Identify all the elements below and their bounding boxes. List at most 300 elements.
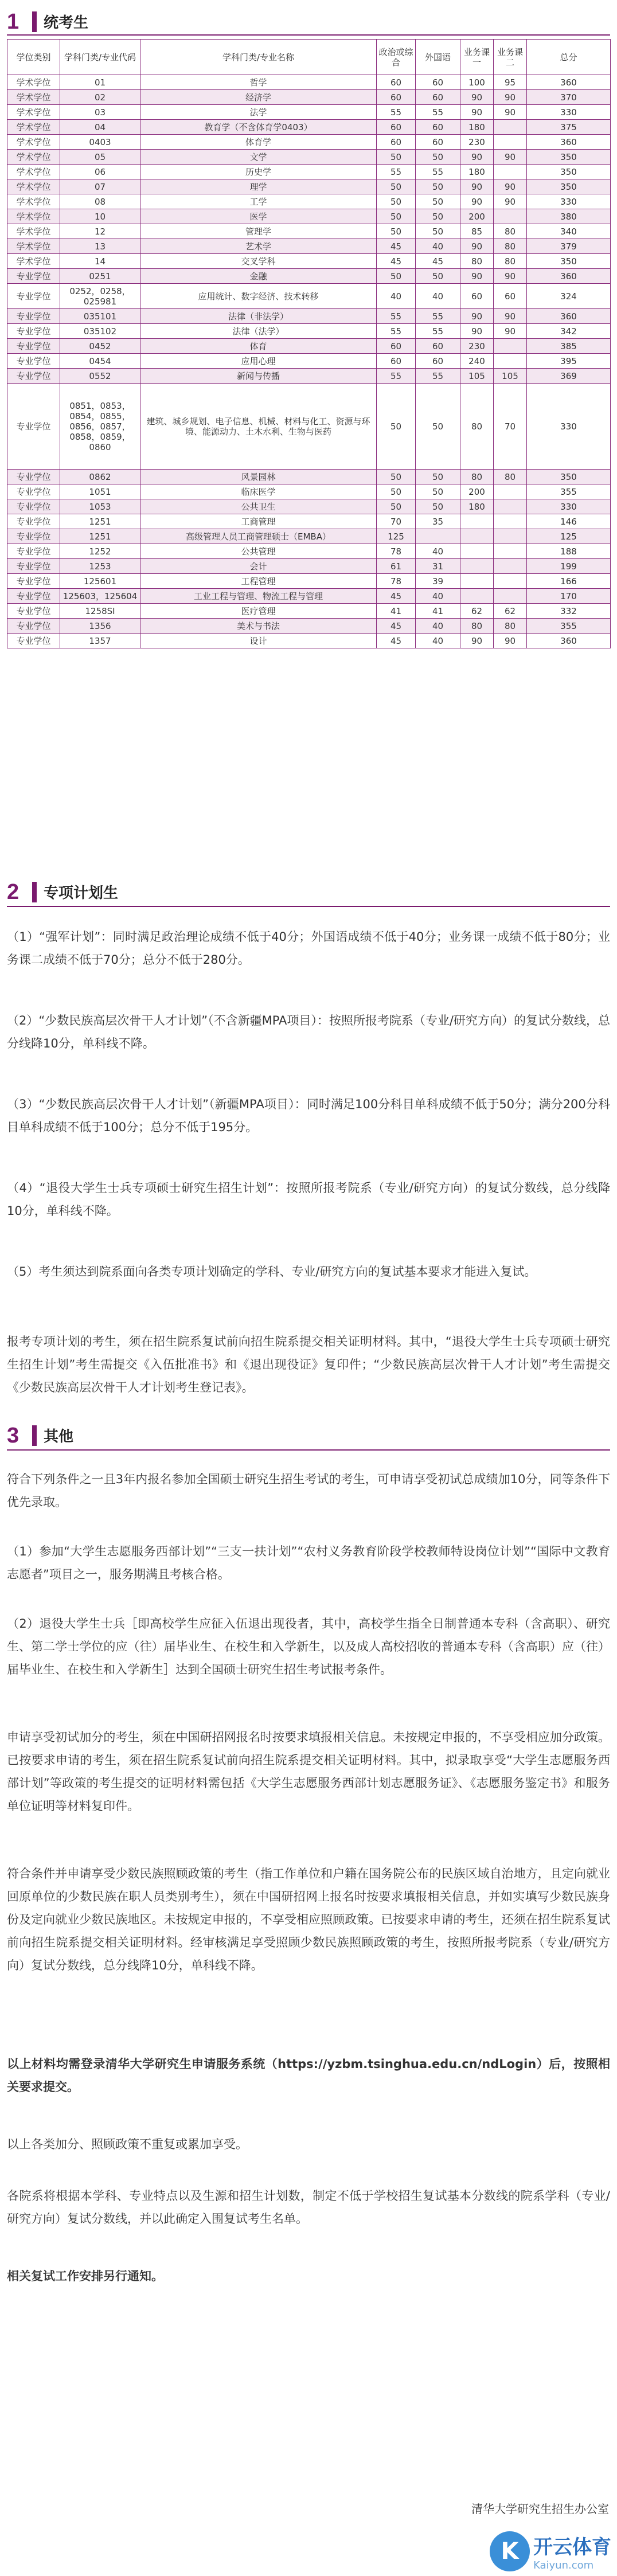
table-cell: 80 [494, 239, 527, 254]
table-cell: 工学 [140, 194, 377, 209]
table-cell: 80 [460, 470, 494, 484]
table-cell: 建筑、城乡规划、电子信息、机械、材料与化工、资源与环境、能源动力、土木水利、生物与医药 [140, 384, 377, 470]
table-cell: 0251 [60, 269, 140, 284]
table-header-row [7, 40, 611, 75]
table-cell: 专业学位 [7, 529, 60, 544]
table-row [7, 105, 611, 120]
table-cell: 50 [416, 269, 460, 284]
table-cell: 90 [460, 105, 494, 120]
section-divider [7, 1449, 610, 1451]
section-divider [7, 906, 610, 907]
table-cell: 360 [527, 135, 611, 150]
table-cell: 41 [377, 604, 416, 619]
table-cell: 应用心理 [140, 354, 377, 369]
table-cell: 70 [377, 514, 416, 529]
table-cell: 50 [416, 484, 460, 499]
table-cell: 艺术学 [140, 239, 377, 254]
table-cell [494, 209, 527, 224]
table-cell [494, 484, 527, 499]
table-cell: 31 [416, 559, 460, 574]
table-cell: 0452 [60, 339, 140, 354]
table-cell: 体育 [140, 339, 377, 354]
table-cell: 0862 [60, 470, 140, 484]
table-cell: 专业学位 [7, 589, 60, 604]
table-row [7, 75, 611, 90]
table-cell: 62 [460, 604, 494, 619]
table-cell: 95 [494, 75, 527, 90]
table-cell: 45 [377, 589, 416, 604]
table-cell: 78 [377, 574, 416, 589]
table-cell: 60 [377, 120, 416, 135]
table-cell: 60 [416, 90, 460, 105]
table-cell: 0403 [60, 135, 140, 150]
table-row [7, 484, 611, 499]
table-cell: 55 [377, 369, 416, 384]
table-cell: 1051 [60, 484, 140, 499]
table-cell: 交叉学科 [140, 254, 377, 269]
s3-paragraph-3: （2）退役大学生士兵［即高校学生应征入伍退出现役者，其中，高校学生指全日制普通本专科（含高职）、研究生、第二学士学位的应（往）届毕业生、在校生和入学新生，以及成人高校招收的普通本专科（含高职）应（往）届毕业生、在校生和入学新生］达到全国硕士研究生招生考试报考条件。 [7, 1617, 610, 1676]
section-2-header [7, 878, 118, 904]
s3-paragraph-9: 相关复试工作安排另行通知。 [7, 2269, 163, 2283]
table-cell: 50 [416, 194, 460, 209]
s3-paragraph-4: 申请享受初试加分的考生，须在中国研招网报名时按要求填报相关信息。未按规定申报的，不享受相应加分政策。已按要求申请的考生，须在招生院系复试前向招生院系提交相关证明材料。其中，拟录取享受“大学生志愿服务西部计划”等政策的考生提交的证明材料需包括《大学生志愿服务西部计划志愿服务证》、《志愿服务鉴定书》和服务单位证明等材料复印件。 [7, 1730, 610, 1813]
table-cell: 学术学位 [7, 75, 60, 90]
table-cell: 专业学位 [7, 384, 60, 470]
table-cell [460, 514, 494, 529]
table-cell [460, 559, 494, 574]
table-cell: 342 [527, 324, 611, 339]
table-row [7, 634, 611, 648]
table-cell: 330 [527, 194, 611, 209]
s2-paragraph-2: （2）“少数民族高层次骨干人才计划”（不含新疆MPA项目）：按照所报考院系（专业/研究方向）的复试分数线，总分线降10分，单科线不降。 [7, 1014, 610, 1050]
table-cell: 166 [527, 574, 611, 589]
table-cell: 50 [416, 150, 460, 165]
section-number: 2 [7, 880, 19, 904]
table-cell: 学术学位 [7, 105, 60, 120]
table-cell: 工商管理 [140, 514, 377, 529]
table-row [7, 559, 611, 574]
section-number: 1 [7, 10, 19, 34]
table-cell: 360 [527, 75, 611, 90]
table-cell: 新闻与传播 [140, 369, 377, 384]
table-cell: 125 [527, 529, 611, 544]
table-cell: 哲学 [140, 75, 377, 90]
table-cell: 专业学位 [7, 604, 60, 619]
table-cell: 55 [416, 369, 460, 384]
table-cell: 105 [494, 369, 527, 384]
table-row [7, 470, 611, 484]
table-cell: 0252，0258，025981 [60, 284, 140, 309]
table-cell: 40 [416, 589, 460, 604]
table-cell: 45 [416, 254, 460, 269]
table-cell: 学术学位 [7, 239, 60, 254]
table-cell: 332 [527, 604, 611, 619]
table-cell: 1356 [60, 619, 140, 634]
header-cell: 学科门类/专业名称 [140, 40, 377, 75]
table-cell: 100 [460, 75, 494, 90]
table-cell: 50 [377, 224, 416, 239]
table-cell: 专业学位 [7, 499, 60, 514]
table-row [7, 150, 611, 165]
table-cell [494, 165, 527, 179]
table-cell: 240 [460, 354, 494, 369]
table-cell: 50 [377, 499, 416, 514]
table-cell [494, 120, 527, 135]
table-cell: 学术学位 [7, 150, 60, 165]
table-cell: 02 [60, 90, 140, 105]
table-cell: 80 [494, 224, 527, 239]
table-cell: 90 [460, 179, 494, 194]
table-cell: 50 [416, 499, 460, 514]
s2-paragraph-5: （5）考生须达到院系面向各类专项计划确定的学科、专业/研究方向的复试基本要求才能进入复试。 [7, 1265, 537, 1279]
table-cell: 工程管理 [140, 574, 377, 589]
s3-paragraph-5: 符合条件并申请享受少数民族照顾政策的考生（指工作单位和户籍在国务院公布的民族区域自治地方，且定向就业回原单位的少数民族在职人员类别考生），须在中国研招网上报名时按要求填报相关信息，并如实填写少数民族身份及定向就业少数民族地区。未按规定申报的，不享受相应照顾政策。已按要求申请的考生，还须在招生院系复试前向招生院系提交相关证明材料。经审核满足享受照顾少数民族照顾政策的考生，按照所报考院系（专业/研究方向）复试分数线，总分线降10分，单科线不降。 [7, 1867, 610, 1972]
table-cell: 专业学位 [7, 634, 60, 648]
section-bar [32, 882, 37, 902]
table-cell: 60 [416, 135, 460, 150]
table-cell: 199 [527, 559, 611, 574]
s2-paragraph-3: （3）“少数民族高层次骨干人才计划”（新疆MPA项目）：同时满足100分科目单科成绩不低于50分；满分200分科目单科成绩不低于100分；总分不低于195分。 [7, 1097, 610, 1134]
table-cell: 专业学位 [7, 324, 60, 339]
table-cell: 370 [527, 90, 611, 105]
table-cell: 设计 [140, 634, 377, 648]
header-cell: 外国语 [416, 40, 460, 75]
section-1-header [7, 8, 88, 33]
table-cell: 专业学位 [7, 354, 60, 369]
table-cell: 39 [416, 574, 460, 589]
table-cell: 350 [527, 254, 611, 269]
table-cell [460, 574, 494, 589]
table-cell: 50 [377, 179, 416, 194]
section-number: 3 [7, 1424, 19, 1448]
table-cell: 379 [527, 239, 611, 254]
table-cell: 375 [527, 120, 611, 135]
table-cell: 医学 [140, 209, 377, 224]
table-cell: 40 [377, 284, 416, 309]
table-cell: 55 [416, 105, 460, 120]
score-table [7, 39, 611, 648]
s3-paragraph-2: （1）参加“大学生志愿服务西部计划”“三支一扶计划”“农村义务教育阶段学校教师特设岗位计划”“国际中文教育志愿者”项目之一，服务期满且考核合格。 [7, 1545, 610, 1581]
table-cell: 专业学位 [7, 544, 60, 559]
table-cell: 40 [416, 544, 460, 559]
table-cell: 360 [527, 269, 611, 284]
s2-paragraph-1: （1）“强军计划”：同时满足政治理论成绩不低于40分；外国语成绩不低于40分；业务课一成绩不低于80分；业务课二成绩不低于70分；总分不低于280分。 [7, 930, 610, 967]
table-cell: 高级管理人员工商管理硕士（EMBA） [140, 529, 377, 544]
table-cell: 035102 [60, 324, 140, 339]
table-cell: 355 [527, 619, 611, 634]
table-cell: 1253 [60, 559, 140, 574]
table-cell: 385 [527, 339, 611, 354]
table-row [7, 194, 611, 209]
table-cell: 90 [494, 324, 527, 339]
table-cell: 330 [527, 499, 611, 514]
table-cell: 公共卫生 [140, 499, 377, 514]
table-cell: 200 [460, 484, 494, 499]
table-cell: 历史学 [140, 165, 377, 179]
table-cell: 60 [377, 354, 416, 369]
header-cell: 政治或综合 [377, 40, 416, 75]
table-cell: 80 [460, 619, 494, 634]
s2-paragraph-4: （4）“退役大学生士兵专项硕士研究生招生计划”：按照所报考院系（专业/研究方向）的复试分数线，总分线降10分，单科线不降。 [7, 1181, 610, 1218]
table-cell: 06 [60, 165, 140, 179]
table-cell: 90 [494, 194, 527, 209]
table-cell: 50 [416, 179, 460, 194]
table-cell: 55 [377, 105, 416, 120]
table-cell: 70 [494, 384, 527, 470]
table-cell: 50 [416, 224, 460, 239]
table-row [7, 369, 611, 384]
watermark-text [533, 2531, 611, 2571]
table-cell: 80 [494, 470, 527, 484]
table-cell [494, 589, 527, 604]
table-cell: 07 [60, 179, 140, 194]
table-cell: 85 [460, 224, 494, 239]
table-row [7, 284, 611, 309]
table-cell: 105 [460, 369, 494, 384]
table-cell: 13 [60, 239, 140, 254]
table-cell: 专业学位 [7, 284, 60, 309]
table-cell: 专业学位 [7, 470, 60, 484]
table-cell [416, 529, 460, 544]
table-cell: 55 [416, 165, 460, 179]
s2-paragraph-6: 报考专项计划的考生，须在招生院系复试前向招生院系提交相关证明材料。其中，“退役大学生士兵专项硕士研究生招生计划”考生需提交《入伍批准书》和《退出现役证》复印件；“少数民族高层次骨干人才计划”考生需提交《少数民族高层次骨干人才计划考生登记表》。 [7, 1335, 610, 1394]
table-cell: 1251 [60, 514, 140, 529]
header-cell: 业务课一 [460, 40, 494, 75]
table-cell: 学术学位 [7, 194, 60, 209]
table-row [7, 165, 611, 179]
table-row [7, 384, 611, 470]
table-cell: 90 [494, 90, 527, 105]
section-divider [7, 34, 610, 36]
table-cell: 380 [527, 209, 611, 224]
table-cell: 0851，0853，0854，0855，0856，0857，0858，0859，0860 [60, 384, 140, 470]
table-cell: 50 [377, 150, 416, 165]
table-cell: 60 [416, 75, 460, 90]
table-cell: 50 [377, 484, 416, 499]
table-cell: 80 [460, 384, 494, 470]
table-cell: 会计 [140, 559, 377, 574]
table-cell [494, 544, 527, 559]
table-cell: 1258SI [60, 604, 140, 619]
table-row [7, 604, 611, 619]
table-cell: 专业学位 [7, 574, 60, 589]
table-cell: 管理学 [140, 224, 377, 239]
header-cell: 业务课二 [494, 40, 527, 75]
table-cell: 法学 [140, 105, 377, 120]
table-row [7, 269, 611, 284]
table-row [7, 239, 611, 254]
table-row [7, 209, 611, 224]
table-cell: 40 [416, 634, 460, 648]
table-cell: 50 [377, 194, 416, 209]
table-cell: 35 [416, 514, 460, 529]
table-cell [460, 589, 494, 604]
table-cell: 90 [494, 634, 527, 648]
table-cell: 90 [460, 324, 494, 339]
table-cell: 180 [460, 499, 494, 514]
table-cell: 340 [527, 224, 611, 239]
table-cell [494, 559, 527, 574]
table-cell: 90 [460, 634, 494, 648]
table-cell: 04 [60, 120, 140, 135]
table-cell: 350 [527, 150, 611, 165]
watermark-brand: 开云体育 [533, 2536, 611, 2559]
table-cell: 08 [60, 194, 140, 209]
table-cell: 360 [527, 309, 611, 324]
table-cell: 美术与书法 [140, 619, 377, 634]
table-cell: 公共管理 [140, 544, 377, 559]
table-cell: 1053 [60, 499, 140, 514]
table-cell: 180 [460, 120, 494, 135]
table-cell: 60 [416, 354, 460, 369]
table-row [7, 619, 611, 634]
table-cell: 40 [416, 239, 460, 254]
table-cell: 60 [416, 339, 460, 354]
table-cell: 教育学（不含体育学0403） [140, 120, 377, 135]
table-cell: 学术学位 [7, 224, 60, 239]
table-cell: 60 [377, 135, 416, 150]
table-cell: 125601 [60, 574, 140, 589]
table-cell: 50 [377, 269, 416, 284]
table-cell: 350 [527, 179, 611, 194]
table-cell: 369 [527, 369, 611, 384]
table-cell [494, 529, 527, 544]
table-cell: 60 [377, 75, 416, 90]
table-cell: 125 [377, 529, 416, 544]
table-cell: 60 [377, 90, 416, 105]
score-table-wrapper [7, 39, 610, 648]
table-cell: 350 [527, 470, 611, 484]
table-cell: 体育学 [140, 135, 377, 150]
table-row [7, 544, 611, 559]
table-cell [494, 574, 527, 589]
table-cell: 03 [60, 105, 140, 120]
table-cell: 60 [494, 284, 527, 309]
table-cell: 法律（法学） [140, 324, 377, 339]
s3-paragraph-8: 各院系将根据本学科、专业特点以及生源和招生计划数，制定不低于学校招生复试基本分数线的院系学科（专业/研究方向）复试分数线，并以此确定入围复试考生名单。 [7, 2189, 610, 2226]
table-cell: 50 [416, 384, 460, 470]
table-cell: 55 [377, 324, 416, 339]
table-cell: 医疗管理 [140, 604, 377, 619]
table-cell: 324 [527, 284, 611, 309]
section-title: 专项计划生 [44, 885, 119, 902]
table-row [7, 589, 611, 604]
watermark-logo-icon: K [490, 2531, 530, 2571]
table-cell: 45 [377, 619, 416, 634]
table-cell: 230 [460, 339, 494, 354]
table-cell: 工业工程与管理、物流工程与管理 [140, 589, 377, 604]
section-title: 其他 [44, 1428, 74, 1445]
section-bar [32, 1425, 37, 1446]
table-cell: 60 [377, 339, 416, 354]
header-cell: 总分 [527, 40, 611, 75]
table-cell: 170 [527, 589, 611, 604]
table-cell: 395 [527, 354, 611, 369]
table-cell: 学术学位 [7, 179, 60, 194]
table-cell: 学术学位 [7, 90, 60, 105]
table-cell: 01 [60, 75, 140, 90]
table-cell: 临床医学 [140, 484, 377, 499]
table-cell: 1251 [60, 529, 140, 544]
table-cell [494, 499, 527, 514]
table-cell: 350 [527, 165, 611, 179]
table-cell: 200 [460, 209, 494, 224]
table-cell: 45 [377, 634, 416, 648]
table-cell: 学术学位 [7, 120, 60, 135]
table-row [7, 529, 611, 544]
table-cell: 0454 [60, 354, 140, 369]
s3-paragraph-7: 以上各类加分、照顾政策不重复或累加享受。 [7, 2137, 248, 2151]
table-cell: 50 [416, 209, 460, 224]
table-cell [494, 135, 527, 150]
table-cell: 专业学位 [7, 484, 60, 499]
table-cell: 41 [416, 604, 460, 619]
table-row [7, 309, 611, 324]
table-cell: 55 [377, 165, 416, 179]
table-cell: 90 [494, 269, 527, 284]
table-cell: 80 [460, 254, 494, 269]
table-cell: 90 [460, 239, 494, 254]
table-cell: 355 [527, 484, 611, 499]
table-cell: 45 [377, 239, 416, 254]
table-cell: 专业学位 [7, 269, 60, 284]
table-cell: 40 [416, 284, 460, 309]
table-row [7, 135, 611, 150]
table-row [7, 574, 611, 589]
table-row [7, 354, 611, 369]
table-row [7, 90, 611, 105]
table-cell: 60 [416, 120, 460, 135]
table-cell: 1357 [60, 634, 140, 648]
table-cell: 学术学位 [7, 135, 60, 150]
table-cell: 专业学位 [7, 619, 60, 634]
table-cell: 188 [527, 544, 611, 559]
table-row [7, 514, 611, 529]
table-cell: 55 [416, 324, 460, 339]
table-cell: 14 [60, 254, 140, 269]
table-cell: 60 [460, 284, 494, 309]
table-cell: 230 [460, 135, 494, 150]
table-cell [460, 529, 494, 544]
table-cell: 学术学位 [7, 254, 60, 269]
table-cell: 风景园林 [140, 470, 377, 484]
table-cell: 50 [377, 209, 416, 224]
table-cell: 50 [377, 384, 416, 470]
table-cell: 90 [494, 105, 527, 120]
table-cell: 经济学 [140, 90, 377, 105]
table-cell: 330 [527, 384, 611, 470]
table-row [7, 339, 611, 354]
table-cell: 90 [494, 309, 527, 324]
table-cell: 90 [460, 194, 494, 209]
table-cell: 法律（非法学） [140, 309, 377, 324]
table-cell: 55 [377, 309, 416, 324]
table-cell: 50 [377, 470, 416, 484]
watermark-url: Kaiyun.com [533, 2559, 594, 2571]
table-cell: 125603，125604 [60, 589, 140, 604]
signature: 清华大学研究生招生办公室 [471, 2502, 609, 2516]
table-cell: 90 [494, 150, 527, 165]
s3-paragraph-1: 符合下列条件之一且3年内报名参加全国硕士研究生招生考试的考生，可申请享受初试总成绩加10分，同等条件下优先录取。 [7, 1472, 610, 1509]
table-cell: 180 [460, 165, 494, 179]
table-cell: 90 [494, 179, 527, 194]
table-cell: 专业学位 [7, 339, 60, 354]
table-cell [494, 339, 527, 354]
table-cell: 90 [460, 150, 494, 165]
table-cell: 专业学位 [7, 514, 60, 529]
section-bar [32, 11, 37, 32]
table-cell: 90 [460, 269, 494, 284]
